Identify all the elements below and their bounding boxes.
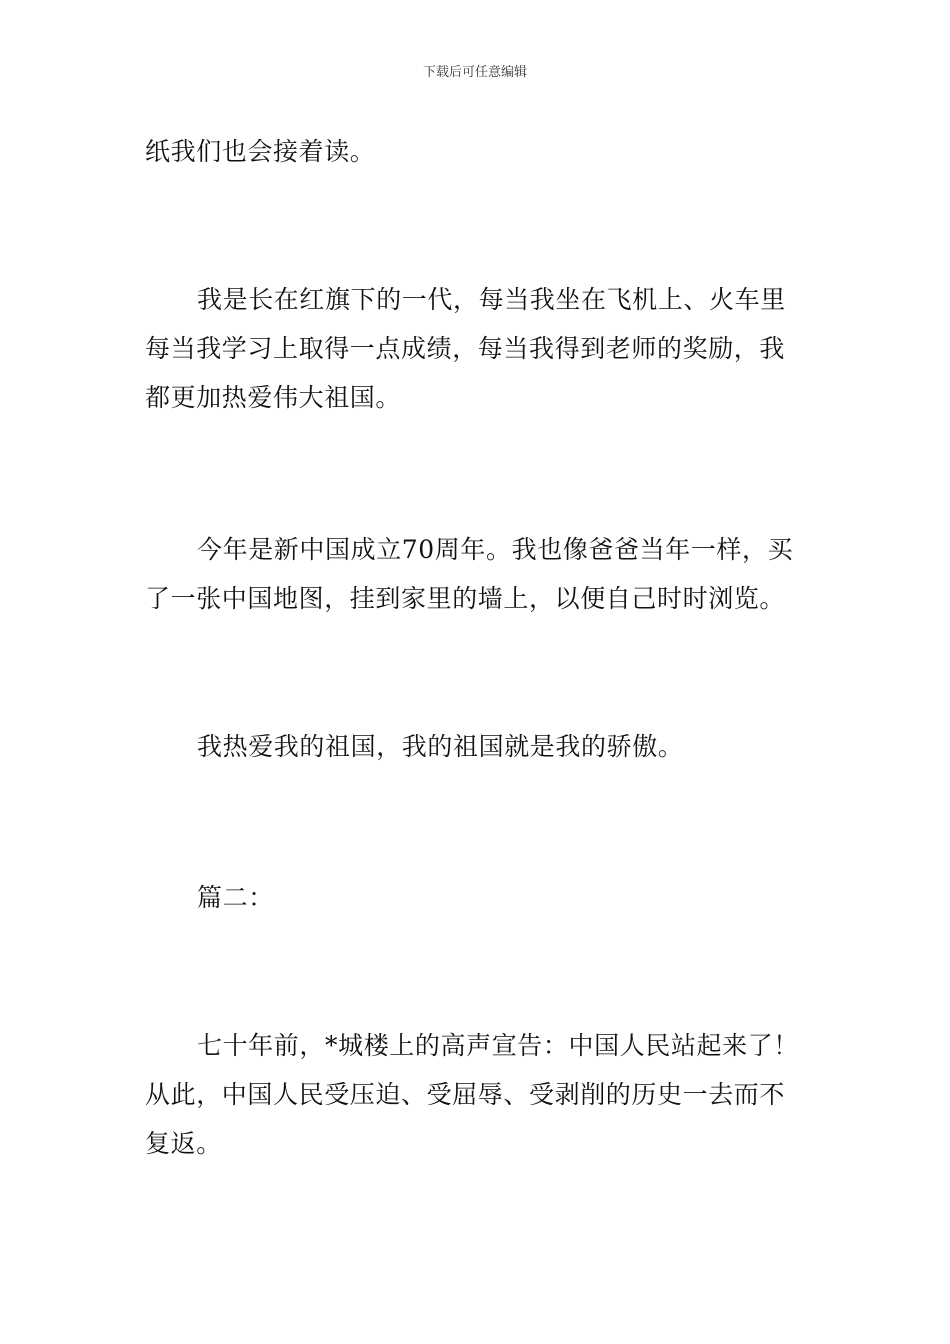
section-heading-part-two: 篇二： [197, 883, 274, 912]
paragraph-continuation: 纸我们也会接着读。 [145, 137, 376, 166]
paragraph-70th-anniversary: 今年是新中国成立70周年。我也像爸爸当年一样，买了一张中国地图，挂到家里的墙上，以便自己时时浏览。 [145, 535, 794, 613]
paragraph-red-flag-generation: 我是长在红旗下的一代，每当我坐在飞机上、火车里每当我学习上取得一点成绩，每当我得到老师的奖励，我都更加热爱伟大祖国。 [145, 285, 786, 412]
paragraph-pride: 我热爱我的祖国，我的祖国就是我的骄傲。 [197, 732, 684, 761]
page-header: 下载后可任意编辑 [422, 65, 527, 80]
paragraph-seventy-years-ago: 七十年前，*城楼上的高声宣告：中国人民站起来了！从此，中国人民受压迫、受屈辱、受剥削的历史一去而不复返。 [145, 1031, 799, 1158]
